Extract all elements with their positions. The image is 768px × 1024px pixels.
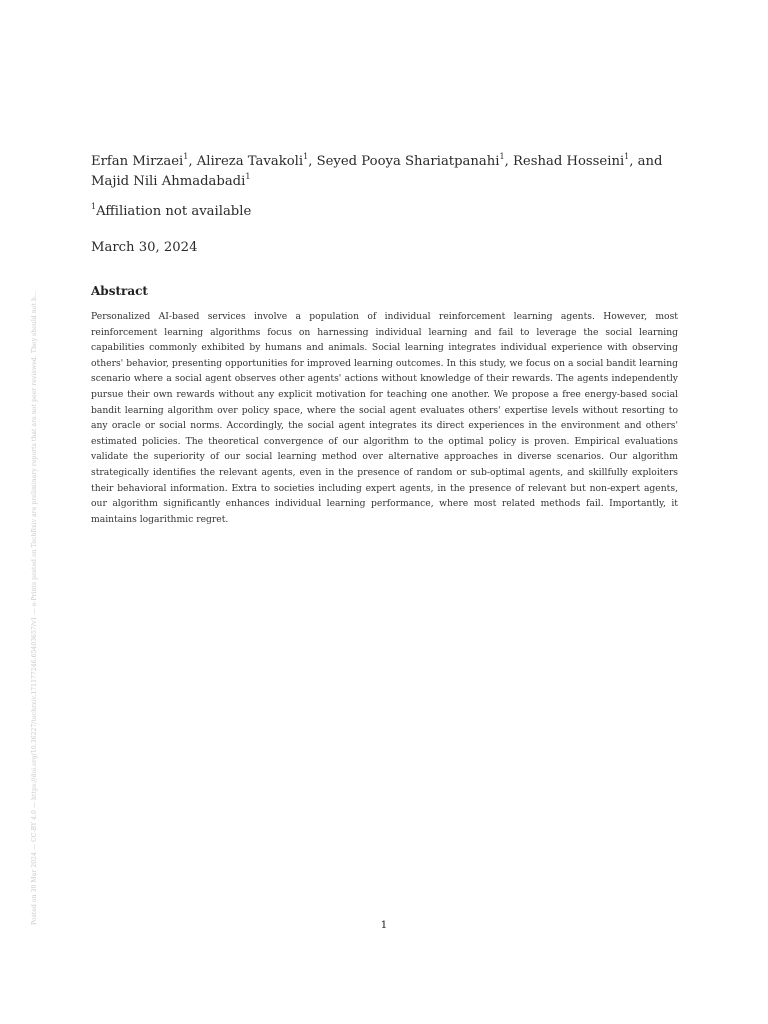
author-name: Majid Nili Ahmadabadi bbox=[91, 174, 246, 189]
abstract-body: Personalized AI-based services involve a population of individual reinforcement learning agents. However, most reinforcement learning algorithms focus on harnessing individual learning and fail to leverage the social learning capabilities commonly exhibited by humans and animals. Social learning integrates individual experience with observing others' behavior, presenting opportunities for improved learning outcomes. In this study, we focus on a social bandit learning scenario where a social agent observes other agents' actions without knowledge of their rewards. The agents independently pursue their own rewards without any explicit motivation for teaching one another. We propose a free energy-based social bandit learning algorithm over policy space, where the social agent evaluates others' expertise levels without resorting to any oracle or social norms. Accordingly, the social agent integrates its direct experiences in the environment and others' estimated policies. The theoretical convergence of our algorithm to the optimal policy is proven. Empirical evaluations validate the superiority of our social learning method over alternative approaches in diverse scenarios. Our algorithm strategically identifies the relevant agents, even in the presence of random or sub-optimal agents, and skillfully exploiters their behavioral information. Extra to societies including expert agents, in the presence of relevant but non-expert agents, our algorithm significantly enhances individual learning performance, where most related methods fail. Importantly, it maintains logarithmic regret. bbox=[91, 311, 678, 525]
abstract-heading: Abstract bbox=[91, 284, 148, 298]
page-number: 1 bbox=[380, 919, 388, 931]
author-conjunction: and bbox=[637, 154, 663, 169]
author-name: Alireza Tavakoli bbox=[196, 154, 304, 169]
preprint-sidebar-notice: Posted on 30 Mar 2024 — CC-BY 4.0 — https://doi.org/10.36227/techrxiv.171177246.65403657/v1 — e-Prints posted on TechRxiv are preliminary reports that are not peer reviewed. They should not b... bbox=[31, 290, 38, 925]
author-affiliation-mark: 1 bbox=[245, 172, 251, 181]
author-affiliation-mark: 1 bbox=[624, 152, 630, 161]
author-affiliation-mark: 1 bbox=[499, 152, 505, 161]
author-affiliation-mark: 1 bbox=[303, 152, 309, 161]
author-name: Seyed Pooya Shariatpanahi bbox=[316, 154, 500, 169]
publication-date: March 30, 2024 bbox=[91, 240, 198, 255]
affiliation bbox=[91, 202, 691, 222]
author-name: Erfan Mirzaei bbox=[91, 154, 184, 169]
affiliation-text: Affiliation not available bbox=[96, 204, 252, 219]
affiliation-mark: 1 bbox=[91, 202, 97, 211]
author-list: Erfan Mirzaei$^1$, Alireza Tavakoli$^1$, Seyed Pooya Shariatpanahi$^1$, Reshad Hosseini$^1$, and Majid Nili Ahmadabadi$^1$ bbox=[91, 152, 663, 189]
author-name: Reshad Hosseini bbox=[512, 154, 625, 169]
author-affiliation-mark: 1 bbox=[183, 152, 189, 161]
